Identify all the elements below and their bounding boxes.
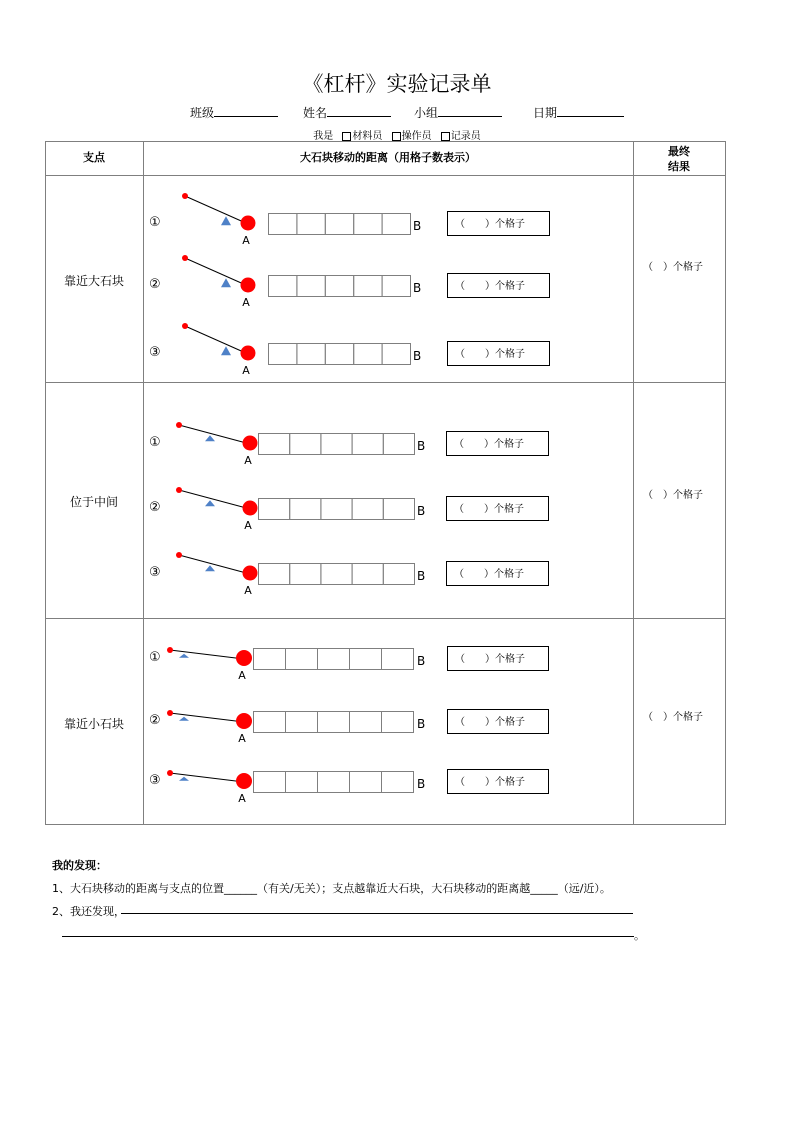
near-big-trial-2-grid-cell — [325, 276, 353, 297]
page-title: 《杠杆》实验记录单 — [302, 72, 492, 96]
middle-trial-3-grid-cell — [383, 564, 414, 585]
middle-trial-3-point-b: B — [417, 569, 426, 583]
finding-2-prefix: 2、我还发现， — [52, 905, 125, 918]
name-label: 姓名 — [303, 106, 328, 120]
near-big-trial-1-fulcrum-icon — [221, 216, 231, 225]
row-label-near-big: 靠近大石块 — [63, 274, 124, 288]
middle-trial-3-grid-cell — [352, 564, 383, 585]
near-big-trial-3-fulcrum-icon — [221, 346, 231, 355]
near-small-trial-2-small-stone — [167, 710, 173, 716]
role-label-operator: 操作员 — [401, 131, 432, 142]
near-small-trial-2-answer-label: （ ）个格子 — [455, 717, 525, 728]
role-prefix: 我是 — [313, 131, 334, 142]
near-small-trial-1-grid-cell — [286, 649, 318, 670]
finding-end-mark: 。 — [634, 929, 645, 942]
middle-trial-2-point-a: A — [244, 519, 252, 532]
near-small-trial-1-grid-cell — [318, 649, 350, 670]
near-small-trial-3-grid-cell — [286, 772, 318, 793]
header-distance: 大石块移动的距离（用格子数表示） — [300, 151, 476, 164]
middle-trial-2-fulcrum-icon — [205, 500, 215, 506]
near-small-trial-1-answer-label: （ ）个格子 — [455, 654, 525, 665]
near-big-trial-1-big-stone — [241, 216, 256, 231]
near-small-trial-2-grid-cell — [382, 712, 414, 733]
near-big-trial-2-grid-cell — [269, 276, 297, 297]
middle-trial-3-answer-label: （ ）个格子 — [454, 569, 524, 580]
middle-trial-2-grid-cell — [290, 499, 321, 520]
near-big-trial-1-small-stone — [182, 193, 188, 199]
middle-trial-1-grid-cell — [352, 434, 383, 455]
middle-trial-3-grid-cell — [259, 564, 290, 585]
final-result-near-big[interactable]: （ ）个格子 — [643, 262, 703, 273]
header-final-line2: 结果 — [668, 160, 690, 173]
near-big-trial-2-grid-cell — [297, 276, 325, 297]
near-big-trial-3-lever — [185, 326, 248, 354]
row-label-middle: 位于中间 — [69, 495, 118, 509]
near-small-trial-1-point-a: A — [238, 669, 246, 682]
near-small-trial-2-point-a: A — [238, 732, 246, 745]
near-big-trial-3-grid-cell — [354, 344, 382, 365]
middle-trial-2-grid-cell — [352, 499, 383, 520]
middle-trial-2-grid-cell — [383, 499, 414, 520]
near-small-trial-2-point-b: B — [417, 717, 426, 731]
near-small-trial-1-grid-cell — [382, 649, 414, 670]
near-big-trial-2-small-stone — [182, 255, 188, 261]
near-big-trial-3-point-a: A — [242, 364, 250, 377]
near-big-trial-2-answer-label: （ ）个格子 — [455, 281, 525, 292]
near-small-trial-2-fulcrum-icon — [179, 717, 189, 721]
near-big-trial-3-small-stone — [182, 323, 188, 329]
near-small-trial-3-big-stone — [236, 773, 252, 789]
near-big-trial-1-marker: ① — [149, 215, 161, 230]
near-small-trial-3-grid-cell — [318, 772, 350, 793]
finding-2-blank-continued[interactable] — [62, 935, 634, 937]
middle-trial-1-big-stone — [243, 436, 258, 451]
near-big-trial-2-grid-cell — [354, 276, 382, 297]
middle-trial-2-answer-label: （ ）个格子 — [454, 504, 524, 515]
near-small-trial-3-grid-cell — [254, 772, 286, 793]
near-big-trial-2-fulcrum-icon — [221, 278, 231, 287]
near-big-trial-1-point-b: B — [413, 219, 422, 233]
finding-1[interactable]: 1、大石块移动的距离与支点的位置______（有关/无关）；支点越靠近大石块，大石块移动的距离越_____（远/近）。 — [52, 882, 611, 895]
middle-trial-3-marker: ③ — [149, 565, 161, 580]
middle-trial-1-grid-cell — [290, 434, 321, 455]
middle-trial-3-point-a: A — [244, 584, 252, 597]
middle-trial-1-marker: ① — [149, 435, 161, 450]
middle-trial-2-marker: ② — [149, 500, 161, 515]
middle-trial-3-grid-cell — [321, 564, 352, 585]
near-big-trial-2-point-a: A — [242, 296, 250, 309]
final-result-middle[interactable]: （ ）个格子 — [643, 490, 703, 501]
group-label: 小组 — [414, 106, 439, 120]
near-small-trial-1-fulcrum-icon — [179, 654, 189, 658]
middle-trial-1-point-a: A — [244, 454, 252, 467]
middle-trial-2-grid-cell — [259, 499, 290, 520]
near-big-trial-3-grid-cell — [382, 344, 410, 365]
near-big-trial-3-big-stone — [241, 346, 256, 361]
date-label: 日期 — [533, 106, 558, 120]
middle-trial-1-grid-cell — [383, 434, 414, 455]
middle-trial-1-grid-cell — [321, 434, 352, 455]
near-big-trial-3-point-b: B — [413, 349, 422, 363]
middle-trial-2-small-stone — [176, 487, 182, 493]
middle-trial-2-big-stone — [243, 501, 258, 516]
near-small-trial-2-big-stone — [236, 713, 252, 729]
near-big-trial-1-lever — [185, 196, 248, 224]
near-big-trial-1-grid-cell — [382, 214, 410, 235]
near-small-trial-2-grid-cell — [254, 712, 286, 733]
middle-trial-2-grid-cell — [321, 499, 352, 520]
near-big-trial-1-grid-cell — [354, 214, 382, 235]
near-small-trial-1-grid-cell — [350, 649, 382, 670]
near-small-trial-2-marker: ② — [149, 713, 161, 728]
role-label-materials: 材料员 — [352, 131, 383, 142]
near-small-trial-1-big-stone — [236, 650, 252, 666]
near-small-trial-3-marker: ③ — [149, 773, 161, 788]
row-label-near-small: 靠近小石块 — [63, 717, 124, 731]
middle-trial-3-grid-cell — [290, 564, 321, 585]
header-final-line1: 最终 — [668, 145, 690, 158]
middle-trial-1-grid-cell — [259, 434, 290, 455]
finding-2-blank[interactable] — [121, 912, 633, 914]
middle-trial-3-fulcrum-icon — [205, 565, 215, 571]
near-big-trial-3-marker: ③ — [149, 345, 161, 360]
near-small-trial-3-answer-label: （ ）个格子 — [455, 777, 525, 788]
near-big-trial-2-marker: ② — [149, 277, 161, 292]
near-big-trial-3-grid-cell — [325, 344, 353, 365]
near-small-trial-1-small-stone — [167, 647, 173, 653]
near-big-trial-1-grid-cell — [297, 214, 325, 235]
near-big-trial-3-answer-label: （ ）个格子 — [455, 349, 525, 360]
middle-trial-2-point-b: B — [417, 504, 426, 518]
near-small-trial-3-small-stone — [167, 770, 173, 776]
near-big-trial-1-answer-label: （ ）个格子 — [455, 219, 525, 230]
role-label-recorder: 记录员 — [450, 131, 481, 142]
near-small-trial-3-point-a: A — [238, 792, 246, 805]
near-small-trial-3-fulcrum-icon — [179, 777, 189, 781]
near-big-trial-2-grid-cell — [382, 276, 410, 297]
near-big-trial-2-big-stone — [241, 278, 256, 293]
final-result-near-small[interactable]: （ ）个格子 — [643, 712, 703, 723]
near-big-trial-1-grid-cell — [325, 214, 353, 235]
middle-trial-1-small-stone — [176, 422, 182, 428]
findings-heading: 我的发现： — [52, 859, 107, 872]
middle-trial-1-fulcrum-icon — [205, 435, 215, 441]
class-label: 班级 — [190, 106, 215, 120]
middle-trial-3-big-stone — [243, 566, 258, 581]
near-small-trial-1-grid-cell — [254, 649, 286, 670]
near-big-trial-1-grid-cell — [269, 214, 297, 235]
near-small-trial-3-grid-cell — [382, 772, 414, 793]
near-small-trial-3-point-b: B — [417, 777, 426, 791]
near-big-trial-2-point-b: B — [413, 281, 422, 295]
near-small-trial-2-grid-cell — [350, 712, 382, 733]
near-small-trial-3-grid-cell — [350, 772, 382, 793]
header-fulcrum: 支点 — [83, 151, 105, 164]
near-big-trial-3-grid-cell — [269, 344, 297, 365]
near-small-trial-1-point-b: B — [417, 654, 426, 668]
near-small-trial-1-marker: ① — [149, 650, 161, 665]
middle-trial-3-small-stone — [176, 552, 182, 558]
near-big-trial-1-point-a: A — [242, 234, 250, 247]
middle-trial-1-answer-label: （ ）个格子 — [454, 439, 524, 450]
near-big-trial-3-grid-cell — [297, 344, 325, 365]
near-small-trial-2-grid-cell — [286, 712, 318, 733]
near-big-trial-2-lever — [185, 258, 248, 286]
near-small-trial-2-grid-cell — [318, 712, 350, 733]
middle-trial-1-point-b: B — [417, 439, 426, 453]
